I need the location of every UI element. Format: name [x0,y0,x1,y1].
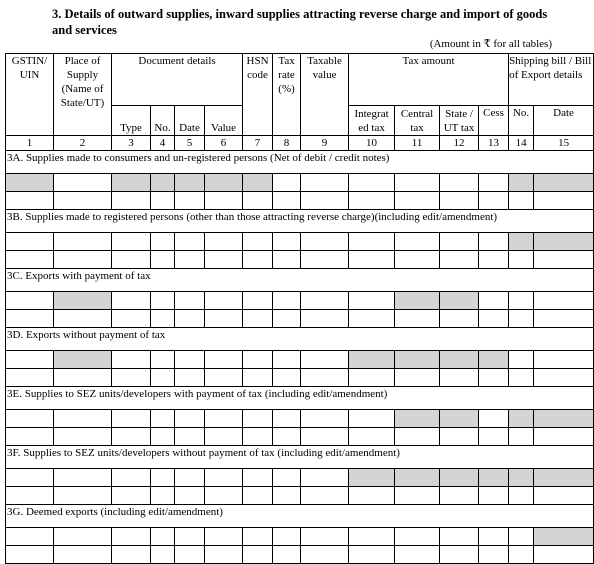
header-ship-no: No. [509,106,534,136]
column-number: 1 [6,136,54,151]
table-cell[interactable] [509,428,534,446]
table-cell[interactable] [479,174,509,192]
column-number: 12 [440,136,479,151]
table-cell[interactable] [175,487,205,505]
table-cell[interactable] [6,251,54,269]
table-cell[interactable] [54,528,112,546]
table-cell[interactable] [112,292,151,310]
table-cell[interactable] [349,351,395,369]
table-cell[interactable] [509,292,534,310]
table-cell[interactable] [112,428,151,446]
table-cell[interactable] [151,351,175,369]
table-cell[interactable] [6,310,54,328]
table-cell[interactable] [243,292,273,310]
table-cell[interactable] [349,528,395,546]
table-cell[interactable] [175,251,205,269]
table-cell[interactable] [273,174,301,192]
table-cell[interactable] [509,487,534,505]
table-cell[interactable] [440,233,479,251]
table-cell[interactable] [349,174,395,192]
table-row [6,410,594,428]
table-cell[interactable] [151,487,175,505]
table-cell[interactable] [205,369,243,387]
table-cell[interactable] [6,487,54,505]
table-cell[interactable] [6,292,54,310]
table-cell[interactable] [440,310,479,328]
column-number: 2 [54,136,112,151]
table-cell[interactable] [54,233,112,251]
table-cell[interactable] [301,369,349,387]
header-doc-value: Value [205,106,243,136]
table-cell[interactable] [509,310,534,328]
table-cell[interactable] [175,528,205,546]
table-cell[interactable] [534,487,594,505]
section-label-row [6,446,594,469]
table-cell[interactable] [440,528,479,546]
table-cell[interactable] [273,369,301,387]
table-cell[interactable] [54,174,112,192]
table-cell[interactable] [534,292,594,310]
table-cell[interactable] [273,546,301,564]
section-label-row [6,328,594,351]
column-number: 10 [349,136,395,151]
table-cell[interactable] [205,174,243,192]
table-cell[interactable] [440,251,479,269]
table-cell[interactable] [349,310,395,328]
table-cell[interactable] [301,174,349,192]
table-cell[interactable] [151,469,175,487]
table-cell[interactable] [509,251,534,269]
table-cell[interactable] [205,528,243,546]
table-cell[interactable] [112,192,151,210]
table-cell[interactable] [534,528,594,546]
table-cell[interactable] [395,369,440,387]
table-cell[interactable] [175,310,205,328]
table-cell[interactable] [205,428,243,446]
column-number: 3 [112,136,151,151]
section-label: 3E. Supplies to SEZ units/developers with payment of tax (including edit/amendment) [6,387,594,410]
table-cell[interactable] [509,174,534,192]
table-cell[interactable] [205,410,243,428]
table-cell[interactable] [6,546,54,564]
table-cell[interactable] [534,369,594,387]
table-cell[interactable] [54,410,112,428]
table-cell[interactable] [395,546,440,564]
table-row [6,351,594,369]
section-title: 3. Details of outward supplies, inward supplies attracting reverse charge and import of goods and services [52,7,548,37]
table-cell[interactable] [395,428,440,446]
table-cell[interactable] [395,528,440,546]
table-cell[interactable] [440,292,479,310]
table-cell[interactable] [6,192,54,210]
table-cell[interactable] [112,174,151,192]
table-cell[interactable] [54,310,112,328]
table-cell[interactable] [534,428,594,446]
header-shipping-bill: Shipping bill / Bill of Export details [509,54,594,106]
table-cell[interactable] [273,351,301,369]
table-cell[interactable] [509,528,534,546]
table-cell[interactable] [273,192,301,210]
table-cell[interactable] [509,192,534,210]
table-cell[interactable] [301,546,349,564]
outward-supplies-table [5,53,594,564]
table-row [6,369,594,387]
table-row [6,292,594,310]
table-cell[interactable] [54,469,112,487]
table-cell[interactable] [112,410,151,428]
table-cell[interactable] [273,410,301,428]
table-cell[interactable] [273,487,301,505]
table-cell[interactable] [301,292,349,310]
table-cell[interactable] [151,546,175,564]
column-number-row [6,136,594,151]
table-row [6,428,594,446]
header-integrated-tax: Integrat ed tax [349,106,395,136]
table-cell[interactable] [395,233,440,251]
header-doc-date: Date [175,106,205,136]
table-cell[interactable] [349,251,395,269]
table-cell[interactable] [301,428,349,446]
header-cess: Cess [479,106,509,136]
table-row [6,528,594,546]
table-cell[interactable] [534,233,594,251]
table-cell[interactable] [243,174,273,192]
table-cell[interactable] [479,351,509,369]
table-cell[interactable] [6,174,54,192]
table-cell[interactable] [349,410,395,428]
table-cell[interactable] [243,233,273,251]
header-ship-date: Date [534,106,594,136]
table-cell[interactable] [6,351,54,369]
table-cell[interactable] [175,233,205,251]
table-cell[interactable] [243,310,273,328]
column-number: 13 [479,136,509,151]
table-cell[interactable] [395,487,440,505]
table-cell[interactable] [151,428,175,446]
table-cell[interactable] [175,369,205,387]
table-cell[interactable] [440,410,479,428]
sections-body [6,151,594,564]
table-cell[interactable] [205,487,243,505]
table-cell[interactable] [151,310,175,328]
table-cell[interactable] [479,528,509,546]
table-cell[interactable] [54,428,112,446]
table-cell[interactable] [243,192,273,210]
table-cell[interactable] [6,369,54,387]
section-label: 3F. Supplies to SEZ units/developers without payment of tax (including edit/amendment) [6,446,594,469]
column-number: 4 [151,136,175,151]
table-cell[interactable] [151,233,175,251]
table-cell[interactable] [151,292,175,310]
table-row [6,233,594,251]
table-row [6,251,594,269]
table-cell[interactable] [243,528,273,546]
table-cell[interactable] [509,469,534,487]
table-cell[interactable] [301,487,349,505]
table-cell[interactable] [243,546,273,564]
table-cell[interactable] [534,192,594,210]
table-cell[interactable] [54,369,112,387]
table-cell[interactable] [205,233,243,251]
table-cell[interactable] [534,251,594,269]
table-cell[interactable] [349,428,395,446]
table-cell[interactable] [175,292,205,310]
table-row [6,174,594,192]
table-cell[interactable] [301,351,349,369]
table-cell[interactable] [479,369,509,387]
table-cell[interactable] [151,174,175,192]
column-number: 8 [273,136,301,151]
table-cell[interactable] [479,251,509,269]
table-cell[interactable] [112,528,151,546]
table-cell[interactable] [205,546,243,564]
table-cell[interactable] [349,487,395,505]
table-cell[interactable] [301,310,349,328]
table-cell[interactable] [243,369,273,387]
table-cell[interactable] [175,410,205,428]
table-cell[interactable] [479,292,509,310]
table-cell[interactable] [205,251,243,269]
table-cell[interactable] [273,428,301,446]
table-cell[interactable] [509,351,534,369]
table-cell[interactable] [301,469,349,487]
table-cell[interactable] [6,428,54,446]
header-state-ut-tax: State / UT tax [440,106,479,136]
column-number: 15 [534,136,594,151]
table-cell[interactable] [395,174,440,192]
header-doc-no: No. [151,106,175,136]
table-cell[interactable] [205,292,243,310]
section-label-row [6,210,594,233]
header-hsn-code: HSN code [243,54,273,136]
table-cell[interactable] [175,546,205,564]
section-label: 3A. Supplies made to consumers and un-registered persons (Net of debit / credit notes) [6,151,594,174]
table-cell[interactable] [509,410,534,428]
table-cell[interactable] [112,351,151,369]
table-cell[interactable] [54,292,112,310]
table-cell[interactable] [440,369,479,387]
header-type: Type [112,106,151,136]
table-cell[interactable] [175,192,205,210]
table-cell[interactable] [479,469,509,487]
table-cell[interactable] [112,310,151,328]
table-cell[interactable] [509,369,534,387]
table-cell[interactable] [534,351,594,369]
table-cell[interactable] [243,428,273,446]
section-label: 3G. Deemed exports (including edit/amendment) [6,505,594,528]
table-row [6,310,594,328]
column-number: 7 [243,136,273,151]
table-cell[interactable] [440,487,479,505]
table-cell[interactable] [151,528,175,546]
table-cell[interactable] [479,546,509,564]
table-cell[interactable] [112,546,151,564]
table-cell[interactable] [395,251,440,269]
table-cell[interactable] [349,546,395,564]
table-cell[interactable] [349,292,395,310]
table-cell[interactable] [54,487,112,505]
amount-note: (Amount in ₹ for all tables) [429,38,552,50]
table-cell[interactable] [301,233,349,251]
table-cell[interactable] [479,487,509,505]
table-cell[interactable] [112,469,151,487]
table-cell[interactable] [479,310,509,328]
table-cell[interactable] [534,469,594,487]
table-row [6,546,594,564]
section-label: 3B. Supplies made to registered persons (other than those attracting reverse charge)(including edit/amendment) [6,210,594,233]
table-cell[interactable] [243,469,273,487]
table-cell[interactable] [273,233,301,251]
column-number: 5 [175,136,205,151]
table-cell[interactable] [243,410,273,428]
table-cell[interactable] [509,546,534,564]
table-cell[interactable] [440,192,479,210]
section-label-row [6,387,594,410]
header-central-tax: Central tax [395,106,440,136]
table-cell[interactable] [395,292,440,310]
table-cell[interactable] [243,351,273,369]
table-row [6,487,594,505]
table-row [6,469,594,487]
table-cell[interactable] [534,546,594,564]
header-document-details: Document details [112,54,243,106]
header-tax-rate: Tax rate (%) [273,54,301,136]
table-cell[interactable] [479,410,509,428]
table-cell[interactable] [151,410,175,428]
table-cell[interactable] [534,310,594,328]
header-taxable-value: Taxable value [301,54,349,136]
table-cell[interactable] [54,192,112,210]
header-place-of-supply: Place of Supply (Name of State/UT) [54,54,112,136]
table-cell[interactable] [349,469,395,487]
table-cell[interactable] [395,310,440,328]
table-cell[interactable] [301,192,349,210]
table-cell[interactable] [440,174,479,192]
table-cell[interactable] [151,192,175,210]
column-number: 6 [205,136,243,151]
table-cell[interactable] [205,310,243,328]
table-cell[interactable] [54,251,112,269]
table-cell[interactable] [395,192,440,210]
section-label: 3D. Exports without payment of tax [6,328,594,351]
table-cell[interactable] [534,174,594,192]
table-cell[interactable] [205,351,243,369]
table-row [6,192,594,210]
header-gstin: GSTIN/ UIN [6,54,54,136]
table-cell[interactable] [112,487,151,505]
table-cell[interactable] [349,233,395,251]
table-cell[interactable] [243,487,273,505]
section-label-row [6,269,594,292]
table-cell[interactable] [151,251,175,269]
table-cell[interactable] [112,233,151,251]
header-tax-amount: Tax amount [349,54,509,106]
table-cell[interactable] [205,192,243,210]
column-number: 9 [301,136,349,151]
table-cell[interactable] [6,469,54,487]
table-cell[interactable] [273,528,301,546]
table-cell[interactable] [175,469,205,487]
table-cell[interactable] [301,410,349,428]
table-cell[interactable] [54,351,112,369]
table-cell[interactable] [395,410,440,428]
table-cell[interactable] [175,351,205,369]
table-cell[interactable] [395,469,440,487]
table-cell[interactable] [175,428,205,446]
section-label-row [6,151,594,174]
table-cell[interactable] [349,192,395,210]
table-cell[interactable] [534,410,594,428]
table-cell[interactable] [273,251,301,269]
table-cell[interactable] [301,251,349,269]
table-cell[interactable] [151,369,175,387]
table-cell[interactable] [479,428,509,446]
table-cell[interactable] [395,351,440,369]
table-cell[interactable] [440,469,479,487]
table-cell[interactable] [273,310,301,328]
table-cell[interactable] [273,469,301,487]
table-cell[interactable] [175,174,205,192]
column-number: 11 [395,136,440,151]
table-cell[interactable] [440,351,479,369]
table-cell[interactable] [509,233,534,251]
table-cell[interactable] [205,469,243,487]
table-cell[interactable] [440,428,479,446]
column-number: 14 [509,136,534,151]
table-cell[interactable] [243,251,273,269]
table-cell[interactable] [6,233,54,251]
section-label: 3C. Exports with payment of tax [6,269,594,292]
table-cell[interactable] [112,251,151,269]
table-cell[interactable] [479,233,509,251]
table-cell[interactable] [301,528,349,546]
table-cell[interactable] [6,528,54,546]
table-cell[interactable] [479,192,509,210]
table-cell[interactable] [112,369,151,387]
section-label-row [6,505,594,528]
table-cell[interactable] [6,410,54,428]
table-cell[interactable] [349,369,395,387]
table-cell[interactable] [54,546,112,564]
table-cell[interactable] [440,546,479,564]
table-cell[interactable] [273,292,301,310]
